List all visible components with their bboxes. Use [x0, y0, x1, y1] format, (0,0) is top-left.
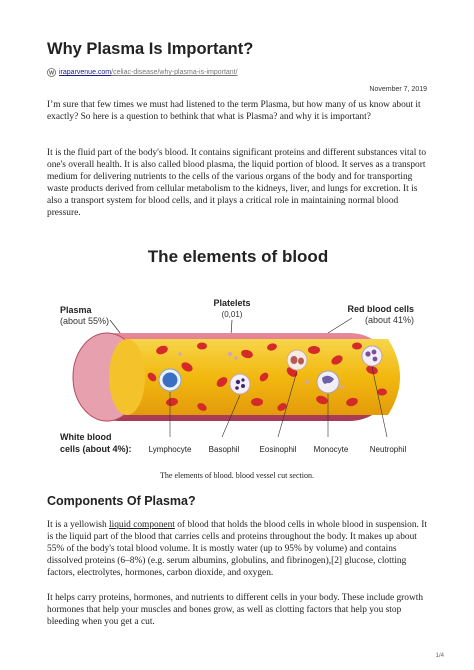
wbc-type-neutrophil: Neutrophil [369, 445, 407, 454]
wordpress-icon [47, 68, 56, 77]
rbc-percent: (about 41%) [364, 315, 414, 325]
figure-caption: The elements of blood. blood vessel cut section. [160, 471, 314, 480]
neutrophil-cell [362, 346, 382, 366]
wbc-type-lymphocyte: Lymphocyte [148, 445, 192, 454]
wbc-label-line2: cells (about 4%): [60, 444, 132, 454]
components-paragraph-2: It helps carry proteins, hormones, and nutrients to different cells in your body. These include growth hormones that help your muscles and bones grow, as well as clotting factors that help you stop bleeding when you get a cut. [47, 593, 424, 627]
blood-elements-figure [52, 242, 424, 467]
source-path-link[interactable]: /celiac-disease/why-plasma-is-important/ [111, 69, 238, 76]
source-line [47, 68, 238, 77]
source-domain-link[interactable]: iraparvenue.com [59, 69, 112, 76]
components-paragraph-1 [47, 519, 432, 579]
article-title: Why Plasma Is Important? [47, 40, 254, 58]
definition-paragraph: It is the fluid part of the body's blood. It contains significant proteins and different substances vital to one's overall health. It is also called blood plasma, the liquid portion of blood. It serves as a transport medium for delivering nutrients to the cells of the various organs of the body and for transporting waste products derived from cellular metabolism to the kidneys, liver, and lungs for excretion. It is also a transport system for blood cells, and it plays a critical role in maintaining normal blood pressure. [47, 148, 427, 218]
page-number: 1/4 [435, 653, 444, 659]
wbc-type-monocyte: Monocyte [313, 445, 349, 454]
wbc-type-eosinophil: Eosinophil [259, 445, 297, 454]
basophil-cell [230, 374, 250, 394]
components-heading: Components Of Plasma? [47, 494, 196, 508]
eosinophil-cell [287, 350, 307, 370]
figure-heading: The elements of blood [147, 247, 329, 266]
components-p1-before: It is a yellowish [47, 520, 109, 530]
rbc-label: Red blood cells [347, 304, 414, 314]
plasma-percent: (about 55%) [60, 316, 110, 326]
wbc-label-line1: White blood [60, 432, 112, 442]
platelets-label: Platelets [213, 298, 251, 308]
components-p1-after: of blood that holds the blood cells in whole blood in suspension. It is the liquid part of the blood that carries cells and proteins throughout the body. It makes up about 55% of the body's total blood volume. It is mostly water (up to 95% by volume) and contains dissolved proteins (6–8%) (e.g. serum albumins, globulins, and fibrinogen),[2] glucose, clotting factors, electrolytes, hormones, carbon dioxide, and oxygen. [47, 520, 427, 578]
monocyte-cell [317, 371, 339, 393]
svg-text:W: W [48, 70, 55, 77]
publish-date: November 7, 2019 [369, 86, 427, 93]
wbc-type-basophil: Basophil [208, 445, 240, 454]
intro-paragraph: I’m sure that few times we must had listened to the term Plasma, but how many of us know about it exactly? So here is a question to bethink that what is Plasma? and why it is important? [47, 100, 421, 122]
liquid-component-link[interactable]: liquid component [108, 520, 175, 530]
platelets-percent: (0,01) [221, 310, 243, 319]
lymphocyte-cell [159, 369, 181, 391]
plasma-label: Plasma [60, 305, 92, 315]
